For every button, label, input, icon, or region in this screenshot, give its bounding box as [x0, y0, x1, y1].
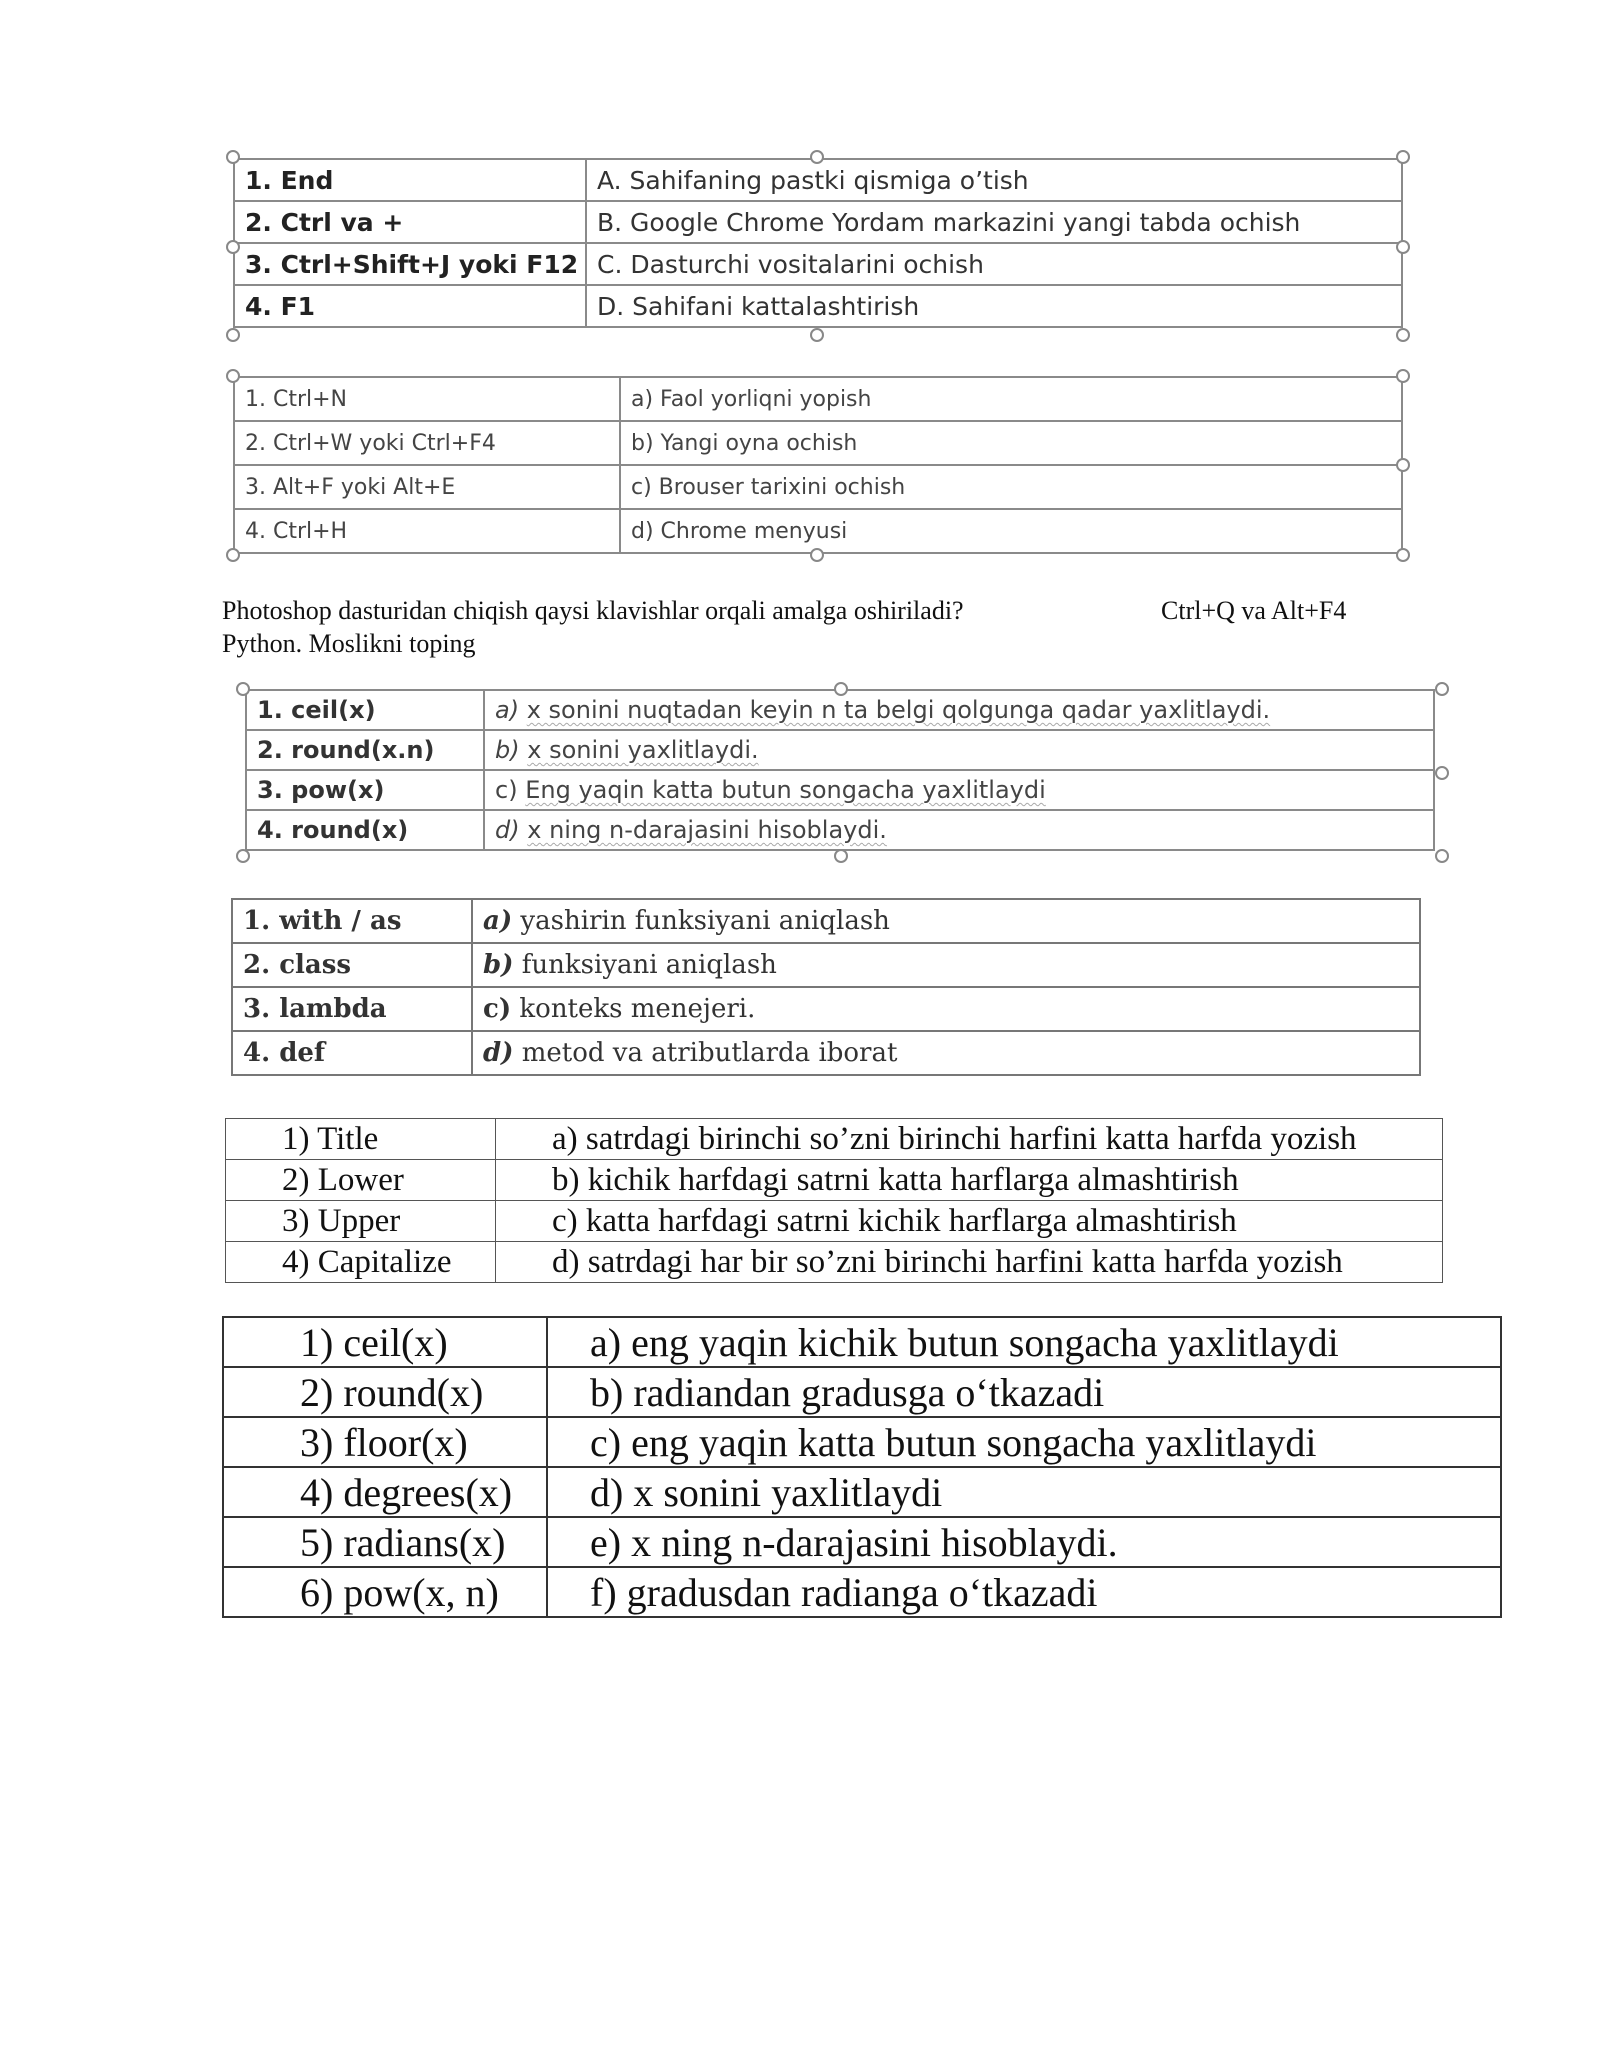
table-key: 5) radians(x)	[223, 1517, 547, 1567]
resize-handle-icon	[1396, 458, 1410, 472]
table-key: 1. End	[234, 159, 586, 201]
table-row	[223, 1417, 1501, 1467]
table-value: b) radiandan gradusga o‘tkazadi	[547, 1367, 1501, 1417]
table-key: 1. ceil(x)	[246, 690, 484, 730]
table-value	[484, 730, 1434, 770]
table-row	[223, 1367, 1501, 1417]
option-letter: c)	[495, 776, 518, 804]
table-key: 3. pow(x)	[246, 770, 484, 810]
table-value: a) eng yaqin kichik butun songacha yaxlitlaydi	[547, 1317, 1501, 1367]
question-text: Photoshop dasturidan chiqish qaysi klavishlar orqali amalga oshiriladi?	[222, 596, 964, 625]
table-key: 2. Ctrl va +	[234, 201, 586, 243]
table-row	[234, 159, 1402, 201]
table-key: 2) Lower	[226, 1160, 496, 1201]
table-row	[246, 810, 1434, 850]
table-key: 1) ceil(x)	[223, 1317, 547, 1367]
table-row	[234, 285, 1402, 327]
table-key: 4. def	[232, 1031, 472, 1075]
table-value: d) x sonini yaxlitlaydi	[547, 1467, 1501, 1517]
table-key: 3. Ctrl+Shift+J yoki F12	[234, 243, 586, 285]
table-row	[234, 421, 1402, 465]
option-letter: b)	[483, 950, 514, 980]
python-keywords-table	[231, 898, 1421, 1076]
resize-handle-icon	[810, 328, 824, 342]
table-row	[226, 1201, 1443, 1242]
resize-handle-icon	[1396, 369, 1410, 383]
table-key: 1) Title	[226, 1119, 496, 1160]
table-key: 3) Upper	[226, 1201, 496, 1242]
table-key: 2. Ctrl+W yoki Ctrl+F4	[234, 421, 620, 465]
table-key: 3) floor(x)	[223, 1417, 547, 1467]
table-row	[232, 1031, 1420, 1075]
resize-handle-icon	[834, 682, 848, 696]
table-row	[234, 201, 1402, 243]
table-key: 4) Capitalize	[226, 1242, 496, 1283]
table-value: A. Sahifaning pastki qismiga o’tish	[586, 159, 1402, 201]
table-value: C. Dasturchi vositalarini ochish	[586, 243, 1402, 285]
table-value	[484, 770, 1434, 810]
option-text: funksiyani aniqlash	[521, 950, 777, 980]
table-row	[232, 987, 1420, 1031]
option-text: metod va atributlarda iborat	[521, 1038, 898, 1068]
table-value: d) satrdagi har bir so’zni birinchi harfini katta harfda yozish	[496, 1242, 1443, 1283]
option-text: yashirin funksiyani aniqlash	[520, 906, 890, 936]
option-letter: d)	[495, 816, 520, 844]
resize-handle-icon	[1396, 548, 1410, 562]
table-value	[472, 899, 1420, 943]
question-answer: Ctrl+Q va Alt+F4	[1161, 596, 1347, 625]
option-text: Eng yaqin katta butun songacha yaxlitlaydi	[525, 776, 1046, 804]
table-row	[246, 730, 1434, 770]
resize-handle-icon	[226, 548, 240, 562]
table-row	[232, 899, 1420, 943]
table-key: 4. Ctrl+H	[234, 509, 620, 553]
resize-handle-icon	[1435, 766, 1449, 780]
table-value: a) satrdagi birinchi so’zni birinchi harfini katta harfda yozish	[496, 1119, 1443, 1160]
resize-handle-icon	[226, 369, 240, 383]
resize-handle-icon	[226, 240, 240, 254]
table-value: b) kichik harfdagi satrni katta harflarga almashtirish	[496, 1160, 1443, 1201]
table-value	[472, 943, 1420, 987]
table-row	[246, 770, 1434, 810]
resize-handle-icon	[1435, 849, 1449, 863]
table-value: c) eng yaqin katta butun songacha yaxlitlaydi	[547, 1417, 1501, 1467]
table-value	[472, 987, 1420, 1031]
table-key: 4. F1	[234, 285, 586, 327]
shortcut-table-2	[233, 376, 1403, 554]
python-functions-table	[245, 689, 1435, 851]
resize-handle-icon	[226, 328, 240, 342]
table-key: 1. Ctrl+N	[234, 377, 620, 421]
table-key: 2. round(x.n)	[246, 730, 484, 770]
table-value: e) x ning n-darajasini hisoblaydi.	[547, 1517, 1501, 1567]
resize-handle-icon	[226, 150, 240, 164]
table-key: 4) degrees(x)	[223, 1467, 547, 1517]
table-value	[472, 1031, 1420, 1075]
option-letter: a)	[483, 906, 513, 936]
resize-handle-icon	[236, 682, 250, 696]
table-key: 1. with / as	[232, 899, 472, 943]
table-value: D. Sahifani kattalashtirish	[586, 285, 1402, 327]
table-key: 2. class	[232, 943, 472, 987]
table-row	[226, 1160, 1443, 1201]
table-value: f) gradusdan radianga o‘tkazadi	[547, 1567, 1501, 1617]
table-value	[484, 690, 1434, 730]
option-letter: c)	[483, 994, 512, 1024]
table-row	[246, 690, 1434, 730]
table-value: a) Faol yorliqni yopish	[620, 377, 1402, 421]
option-text: x sonini yaxlitlaydi.	[527, 736, 759, 764]
table-value: d) Chrome menyusi	[620, 509, 1402, 553]
option-letter: a)	[495, 696, 520, 724]
option-letter: d)	[483, 1038, 514, 1068]
resize-handle-icon	[1435, 682, 1449, 696]
option-text: x ning n-darajasini hisoblaydi.	[527, 816, 887, 844]
table-row	[234, 243, 1402, 285]
option-letter: b)	[495, 736, 520, 764]
table-value: c) katta harfdagi satrni kichik harflarga almashtirish	[496, 1201, 1443, 1242]
table-key: 2) round(x)	[223, 1367, 547, 1417]
table-row	[234, 377, 1402, 421]
table-row	[223, 1567, 1501, 1617]
resize-handle-icon	[236, 849, 250, 863]
table-row	[223, 1517, 1501, 1567]
table-row	[223, 1317, 1501, 1367]
math-functions-table	[222, 1316, 1502, 1618]
table-value: B. Google Chrome Yordam markazini yangi tabda ochish	[586, 201, 1402, 243]
table-value: b) Yangi oyna ochish	[620, 421, 1402, 465]
resize-handle-icon	[810, 548, 824, 562]
option-text: konteks menejeri.	[519, 994, 756, 1024]
table-row	[223, 1467, 1501, 1517]
resize-handle-icon	[834, 849, 848, 863]
table-row	[232, 943, 1420, 987]
string-methods-table	[225, 1118, 1443, 1283]
table-row	[234, 465, 1402, 509]
table-key: 3. Alt+F yoki Alt+E	[234, 465, 620, 509]
table-row	[226, 1242, 1443, 1283]
resize-handle-icon	[1396, 240, 1410, 254]
table-value	[484, 810, 1434, 850]
table-value: c) Brouser tarixini ochish	[620, 465, 1402, 509]
resize-handle-icon	[810, 150, 824, 164]
table-key: 4. round(x)	[246, 810, 484, 850]
resize-handle-icon	[1396, 328, 1410, 342]
shortcut-table-1	[233, 158, 1403, 328]
table-row	[234, 509, 1402, 553]
section-subtitle: Python. Moslikni toping	[222, 629, 476, 658]
table-key: 6) pow(x, n)	[223, 1567, 547, 1617]
resize-handle-icon	[1396, 150, 1410, 164]
table-row	[226, 1119, 1443, 1160]
table-key: 3. lambda	[232, 987, 472, 1031]
option-text: x sonini nuqtadan keyin n ta belgi qolgunga qadar yaxlitlaydi.	[526, 696, 1271, 724]
